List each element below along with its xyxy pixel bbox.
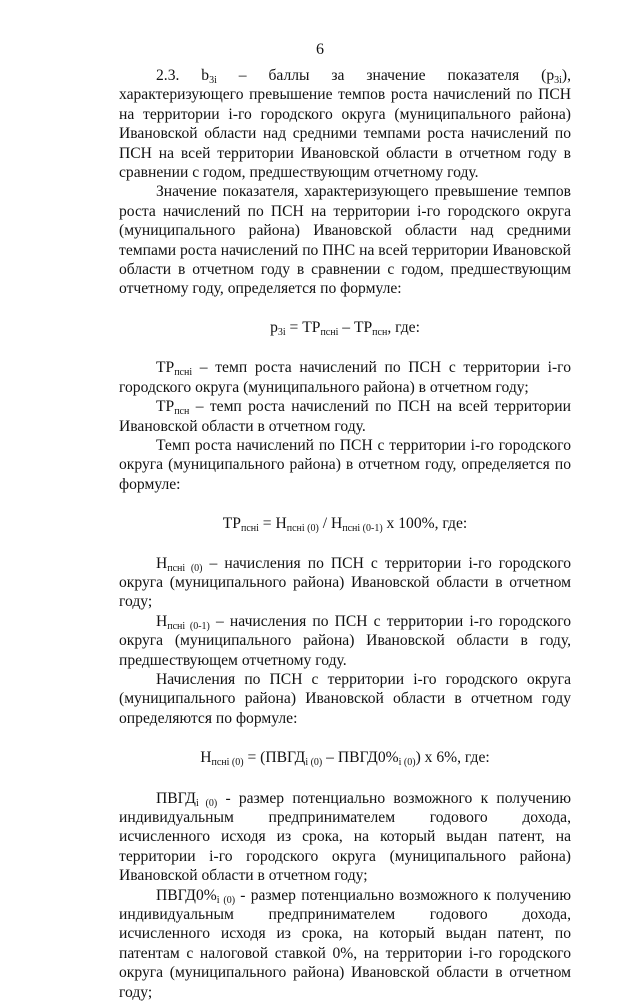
- definition-tr-psni: $ТР_{псні}$ – темп роста начислений по ПСН с территории i-го городского округа (муниципального района) в отчетном году;: [119, 359, 571, 396]
- definition-n-psni-0-1: $Н_{псні (0-1)}$ – начисления по ПСН с территории i-го городского округа (муниципального района) Ивановской области в году, предшествующем отчетному году.: [119, 612, 572, 669]
- definition-tr-psn: $ТР_{псн}$ – темп роста начислений по ПСН на всей территории Ивановской области в отчетном году.: [119, 398, 571, 435]
- paragraph-indicator-value: Значение показателя, характеризующего превышение темпов роста начислений по ПСН на территории i-го городского округа (муниципального района) Ивановской области над средними темпами роста начислений по ПНС на всей территории Ивановской области в отчетном году в сравнении с годом, предшествующим отчетному году, определяется по формуле:: [119, 183, 571, 298]
- definition-n-psni-0: $Н_{псні (0)}$ – начисления по ПСН с территории i-го городского округа (муниципального района) Ивановской области в отчетном году;: [119, 554, 571, 611]
- formula-tr-psni: $ТР_{псні} = Н_{псні (0)} / Н_{псні (0-1)}$ х 100%, где:: [222, 515, 468, 535]
- paragraph-growth-rate: Темп роста начислений по ПСН с территории i-го городского округа (муниципального района) в отчетном году, определяется по формуле:: [119, 436, 571, 493]
- definition-pvgd0: $ПВГД0\%_{i (0)}$ - размер потенциально возможного к получению индивидуальным предпринимателем годового дохода, исчисленного исходя из срока, на который выдан патент, по патентам с налоговой ставкой 0%, на территории i-го городского округа (муниципального района) Ивановской области в отчетном году;: [119, 886, 571, 1001]
- paragraph-accruals: Начисления по ПСН с территории i-го городского округа (муниципального района) Ивановской области в отчетном году определяются по формуле:: [119, 670, 571, 727]
- document-body: [119, 66, 571, 1002]
- formula-p3i: $p_{3i} = ТР_{псні} - ТР_{псн}$, где:: [270, 318, 420, 338]
- page-number: 6: [316, 41, 324, 58]
- formula-n-psni: $Н_{псні (0)}$ = ($ПВГД_{i (0)}$ – $ПВГД0\%_{i (0)}$) х 6%, где:: [200, 749, 490, 769]
- paragraph-2-3: 2.3. $b_{3i}$ – баллы за значение показателя $(p_{3i})$, характеризующего превышение темпов роста начислений по ПСН на территории i-го городского округа (муниципального района) Ивановской области над средними темпами роста начислений по ПСН на всей территории Ивановской области в отчетном году в сравнении с годом, предшествующим отчетному году.: [119, 67, 571, 182]
- definition-pvgd: $ПВГД_{i (0)}$ - размер потенциально возможного к получению индивидуальным предпринимателем годового дохода, исчисленного исходя из срока, на который выдан патент, на территории i-го городского округа (муниципального района) Ивановской области в отчетном году;: [119, 789, 571, 885]
